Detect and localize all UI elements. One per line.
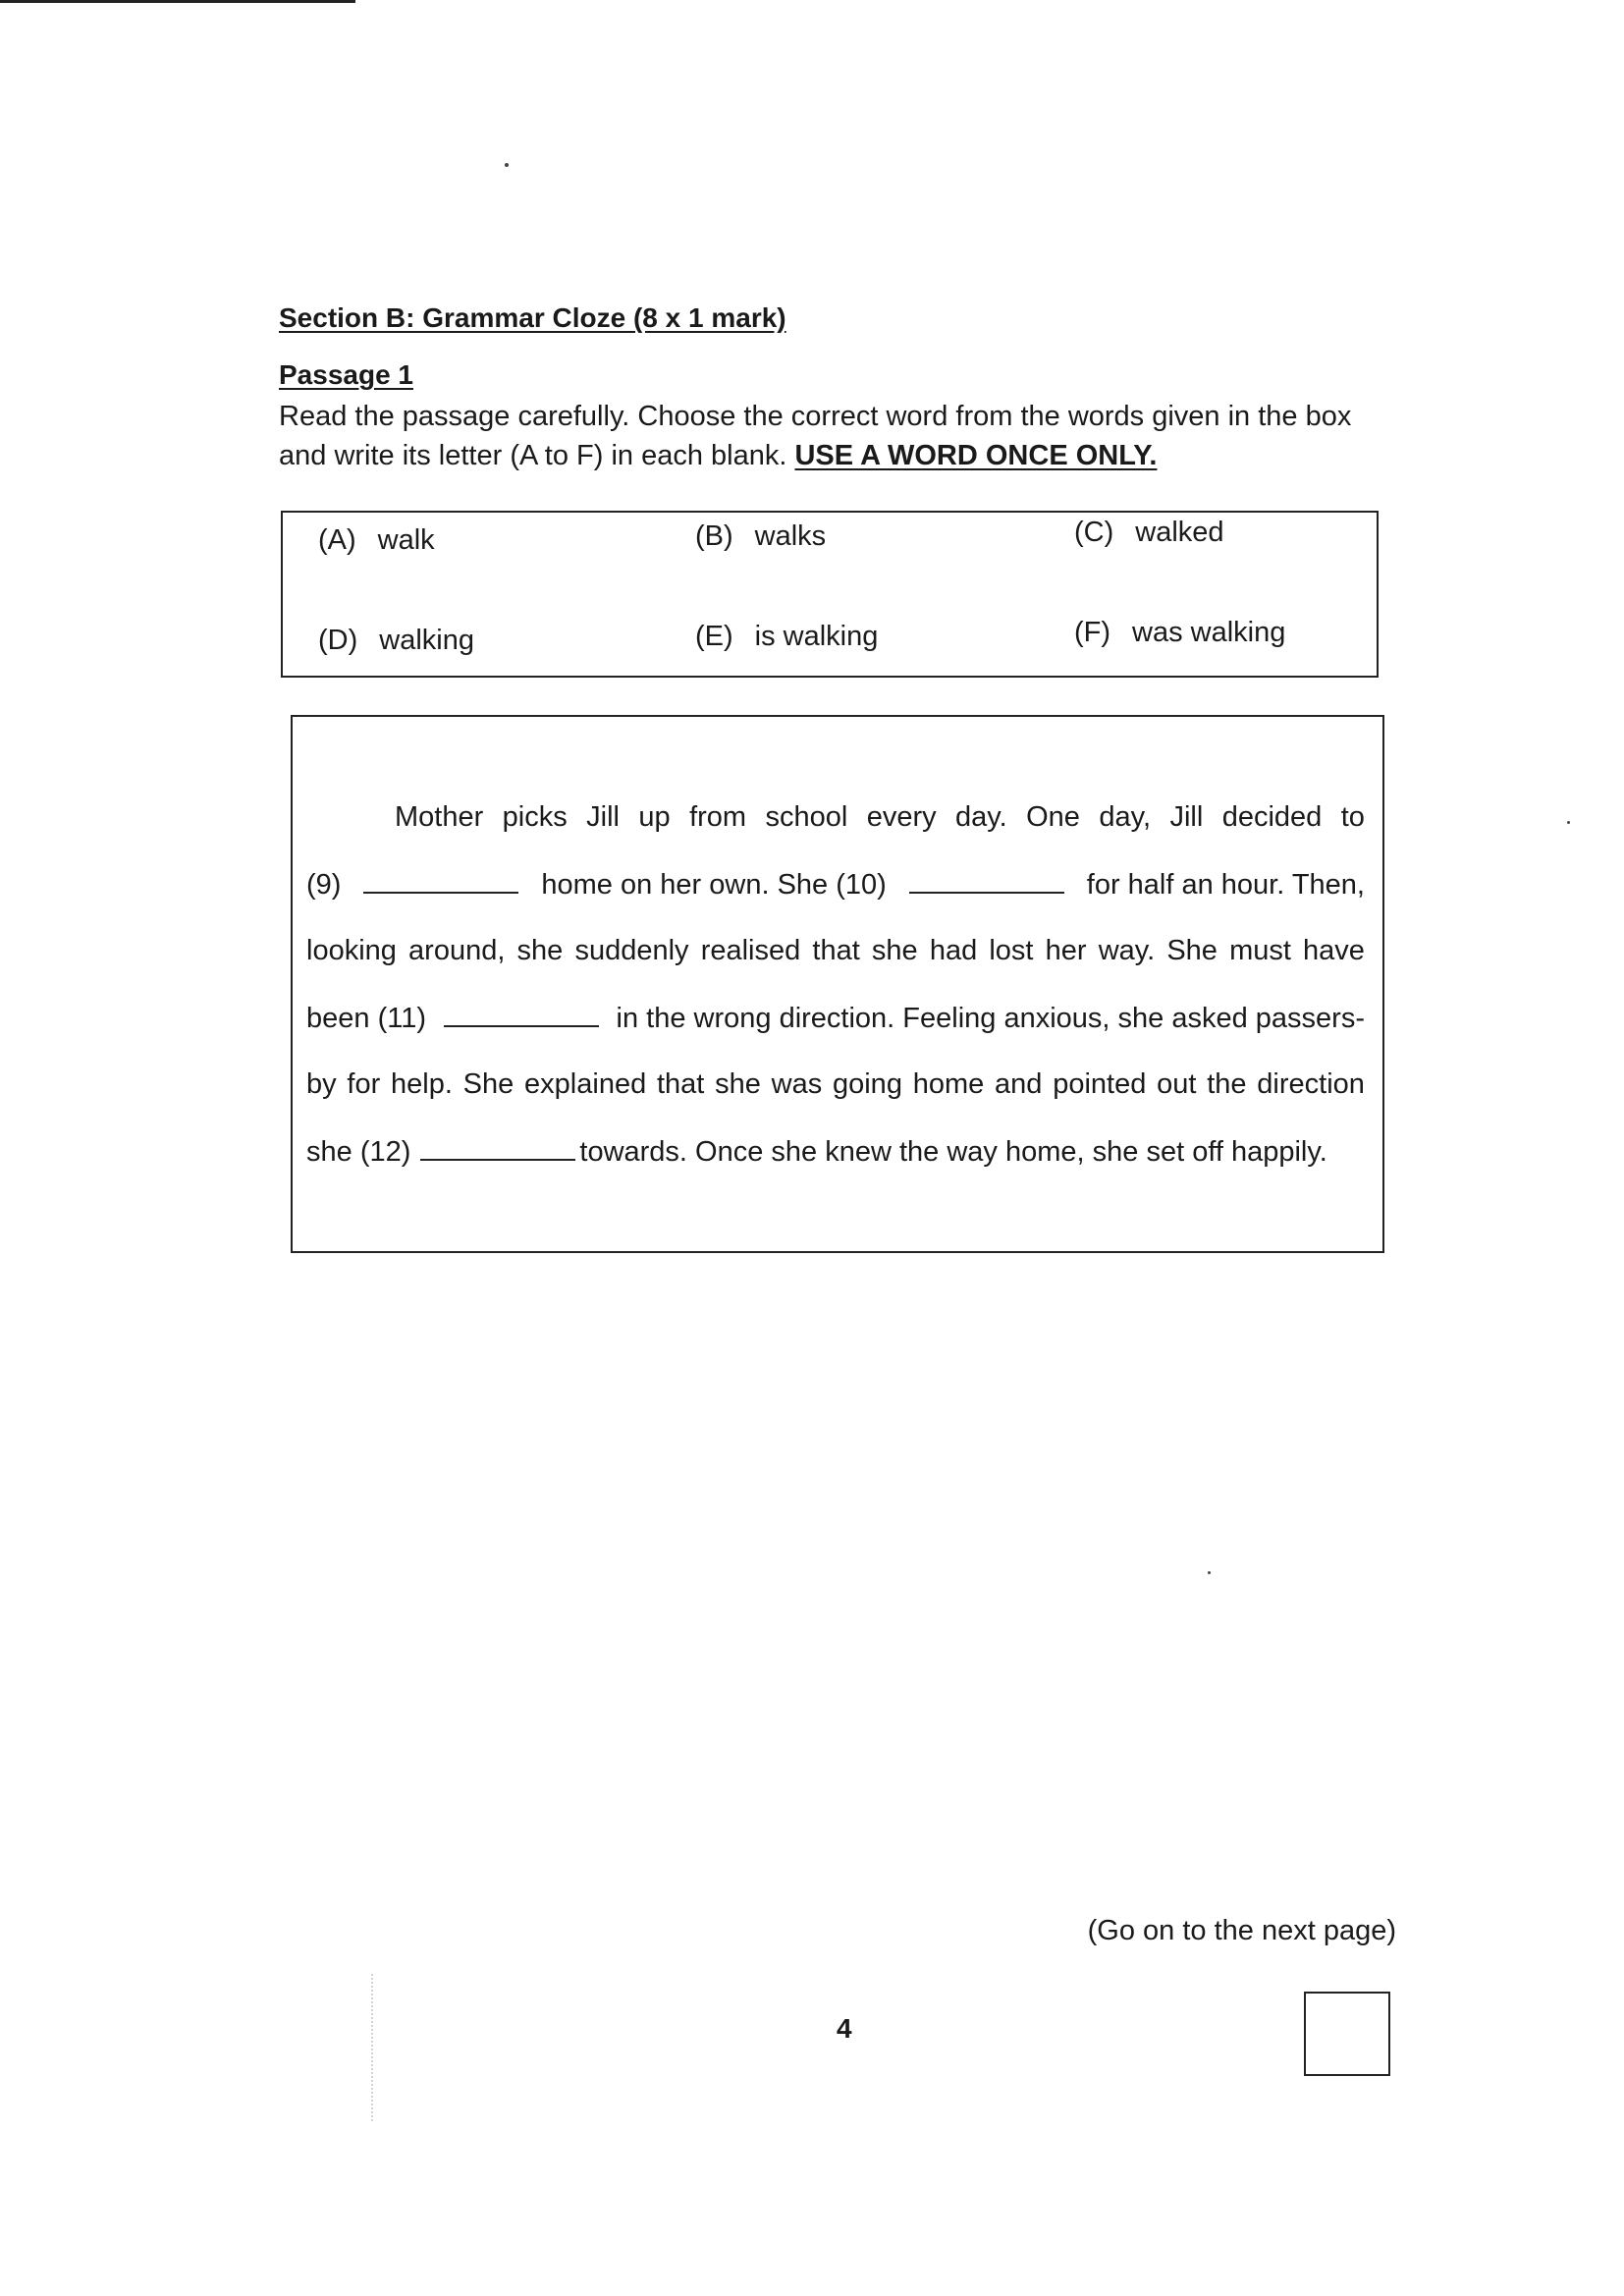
option-word: is walking bbox=[754, 621, 879, 652]
passage-word: she bbox=[715, 1068, 761, 1100]
option-letter: (C) bbox=[1074, 517, 1114, 548]
passage-word: looking bbox=[306, 935, 397, 966]
word-option-d bbox=[318, 625, 474, 657]
option-letter: (B) bbox=[695, 520, 733, 552]
option-letter: (E) bbox=[695, 621, 733, 652]
passage-word: for bbox=[347, 1068, 381, 1100]
passage-word: direction bbox=[1257, 1068, 1365, 1100]
passage-line-4 bbox=[306, 1002, 1365, 1035]
blank-10[interactable] bbox=[909, 868, 1064, 894]
passage-word: way. bbox=[1098, 935, 1156, 966]
passage-word: the bbox=[1207, 1068, 1247, 1100]
passage-word: day, bbox=[1099, 801, 1152, 833]
passage-word: had bbox=[929, 935, 978, 966]
instructions-emphasis: USE A WORD ONCE ONLY. bbox=[794, 440, 1158, 471]
passage-word: One bbox=[1026, 801, 1080, 833]
passage-line-6 bbox=[306, 1135, 1365, 1169]
passage-word: explained bbox=[524, 1068, 647, 1100]
word-option-a bbox=[318, 524, 435, 557]
passage-word: day. bbox=[955, 801, 1007, 833]
word-option-c bbox=[1074, 517, 1224, 549]
passage-text: she (12) bbox=[306, 1136, 411, 1168]
option-word: walk bbox=[377, 524, 435, 556]
word-option-b bbox=[695, 520, 826, 553]
blank-11[interactable] bbox=[444, 1002, 599, 1027]
word-option-e bbox=[695, 621, 878, 653]
passage-word: by bbox=[306, 1068, 337, 1100]
passage-word: from bbox=[689, 801, 747, 833]
scan-speck bbox=[505, 163, 509, 167]
passage-line-1 bbox=[395, 801, 1365, 834]
passage-word: up bbox=[638, 801, 671, 833]
top-edge-rule bbox=[0, 0, 355, 3]
passage-word: picks bbox=[502, 801, 568, 833]
passage-word: she bbox=[516, 935, 564, 966]
passage-word: going bbox=[832, 1068, 902, 1100]
option-letter: (F) bbox=[1074, 617, 1111, 648]
passage-word: that bbox=[812, 935, 860, 966]
passage-word: every bbox=[866, 801, 937, 833]
question-number-9: (9) bbox=[306, 869, 342, 901]
passage-box bbox=[291, 715, 1384, 1253]
passage-text: for half an hour. Then, bbox=[1086, 869, 1365, 901]
page-number: 4 bbox=[837, 2013, 852, 2044]
word-box bbox=[281, 511, 1379, 678]
passage-word: that bbox=[656, 1068, 705, 1100]
option-word: walks bbox=[754, 520, 827, 552]
passage-word: lost bbox=[989, 935, 1034, 966]
passage-word: must bbox=[1229, 935, 1291, 966]
passage-line-3 bbox=[306, 935, 1365, 967]
passage-word: help. bbox=[391, 1068, 453, 1100]
passage-word: she bbox=[871, 935, 918, 966]
go-on-next-page-note: (Go on to the next page) bbox=[1087, 1915, 1396, 1946]
blank-12[interactable] bbox=[420, 1135, 575, 1161]
score-box[interactable] bbox=[1304, 1992, 1390, 2076]
passage-word: school bbox=[765, 801, 848, 833]
option-letter: (A) bbox=[318, 524, 356, 556]
option-word: walking bbox=[379, 625, 474, 656]
option-word: walked bbox=[1135, 517, 1224, 548]
option-letter: (D) bbox=[318, 625, 358, 656]
passage-word: realised bbox=[700, 935, 801, 966]
passage-word: suddenly bbox=[574, 935, 689, 966]
passage-word: and bbox=[995, 1068, 1043, 1100]
passage-word: have bbox=[1303, 935, 1365, 966]
passage-text: towards. Once she knew the way home, she set off happily. bbox=[579, 1136, 1327, 1168]
passage-text: been (11) bbox=[306, 1003, 426, 1034]
passage-text: home on her own. She (10) bbox=[541, 869, 887, 901]
scan-speck bbox=[1567, 821, 1570, 824]
passage-word: Mother bbox=[395, 801, 484, 833]
instructions bbox=[279, 397, 1388, 475]
passage-word: Jill bbox=[1169, 801, 1204, 833]
passage-word: She bbox=[462, 1068, 514, 1100]
option-word: was walking bbox=[1132, 617, 1286, 648]
passage-word: pointed bbox=[1053, 1068, 1147, 1100]
passage-word: decided bbox=[1221, 801, 1323, 833]
passage-word: home bbox=[912, 1068, 985, 1100]
passage-heading: Passage 1 bbox=[279, 359, 413, 390]
blank-9[interactable] bbox=[363, 868, 518, 894]
passage-word: to bbox=[1340, 801, 1365, 833]
instructions-text: Read the passage carefully. Choose the correct word from the words given in the box and write its letter (A to F) in each blank. bbox=[279, 401, 1352, 471]
passage-text: in the wrong direction. Feeling anxious, she asked passers- bbox=[616, 1003, 1365, 1034]
passage-word: She bbox=[1166, 935, 1218, 966]
scan-margin-marks bbox=[295, 1974, 373, 2121]
passage-word: out bbox=[1157, 1068, 1197, 1100]
passage-word: her bbox=[1045, 935, 1087, 966]
passage-word: around, bbox=[408, 935, 506, 966]
word-option-f bbox=[1074, 617, 1285, 649]
passage-line-5 bbox=[306, 1068, 1365, 1101]
passage-word: was bbox=[771, 1068, 823, 1100]
passage-line-2 bbox=[306, 868, 1365, 902]
scan-speck bbox=[1208, 1571, 1211, 1574]
passage-word: Jill bbox=[586, 801, 620, 833]
section-heading: Section B: Grammar Cloze (8 x 1 mark) bbox=[279, 302, 786, 333]
